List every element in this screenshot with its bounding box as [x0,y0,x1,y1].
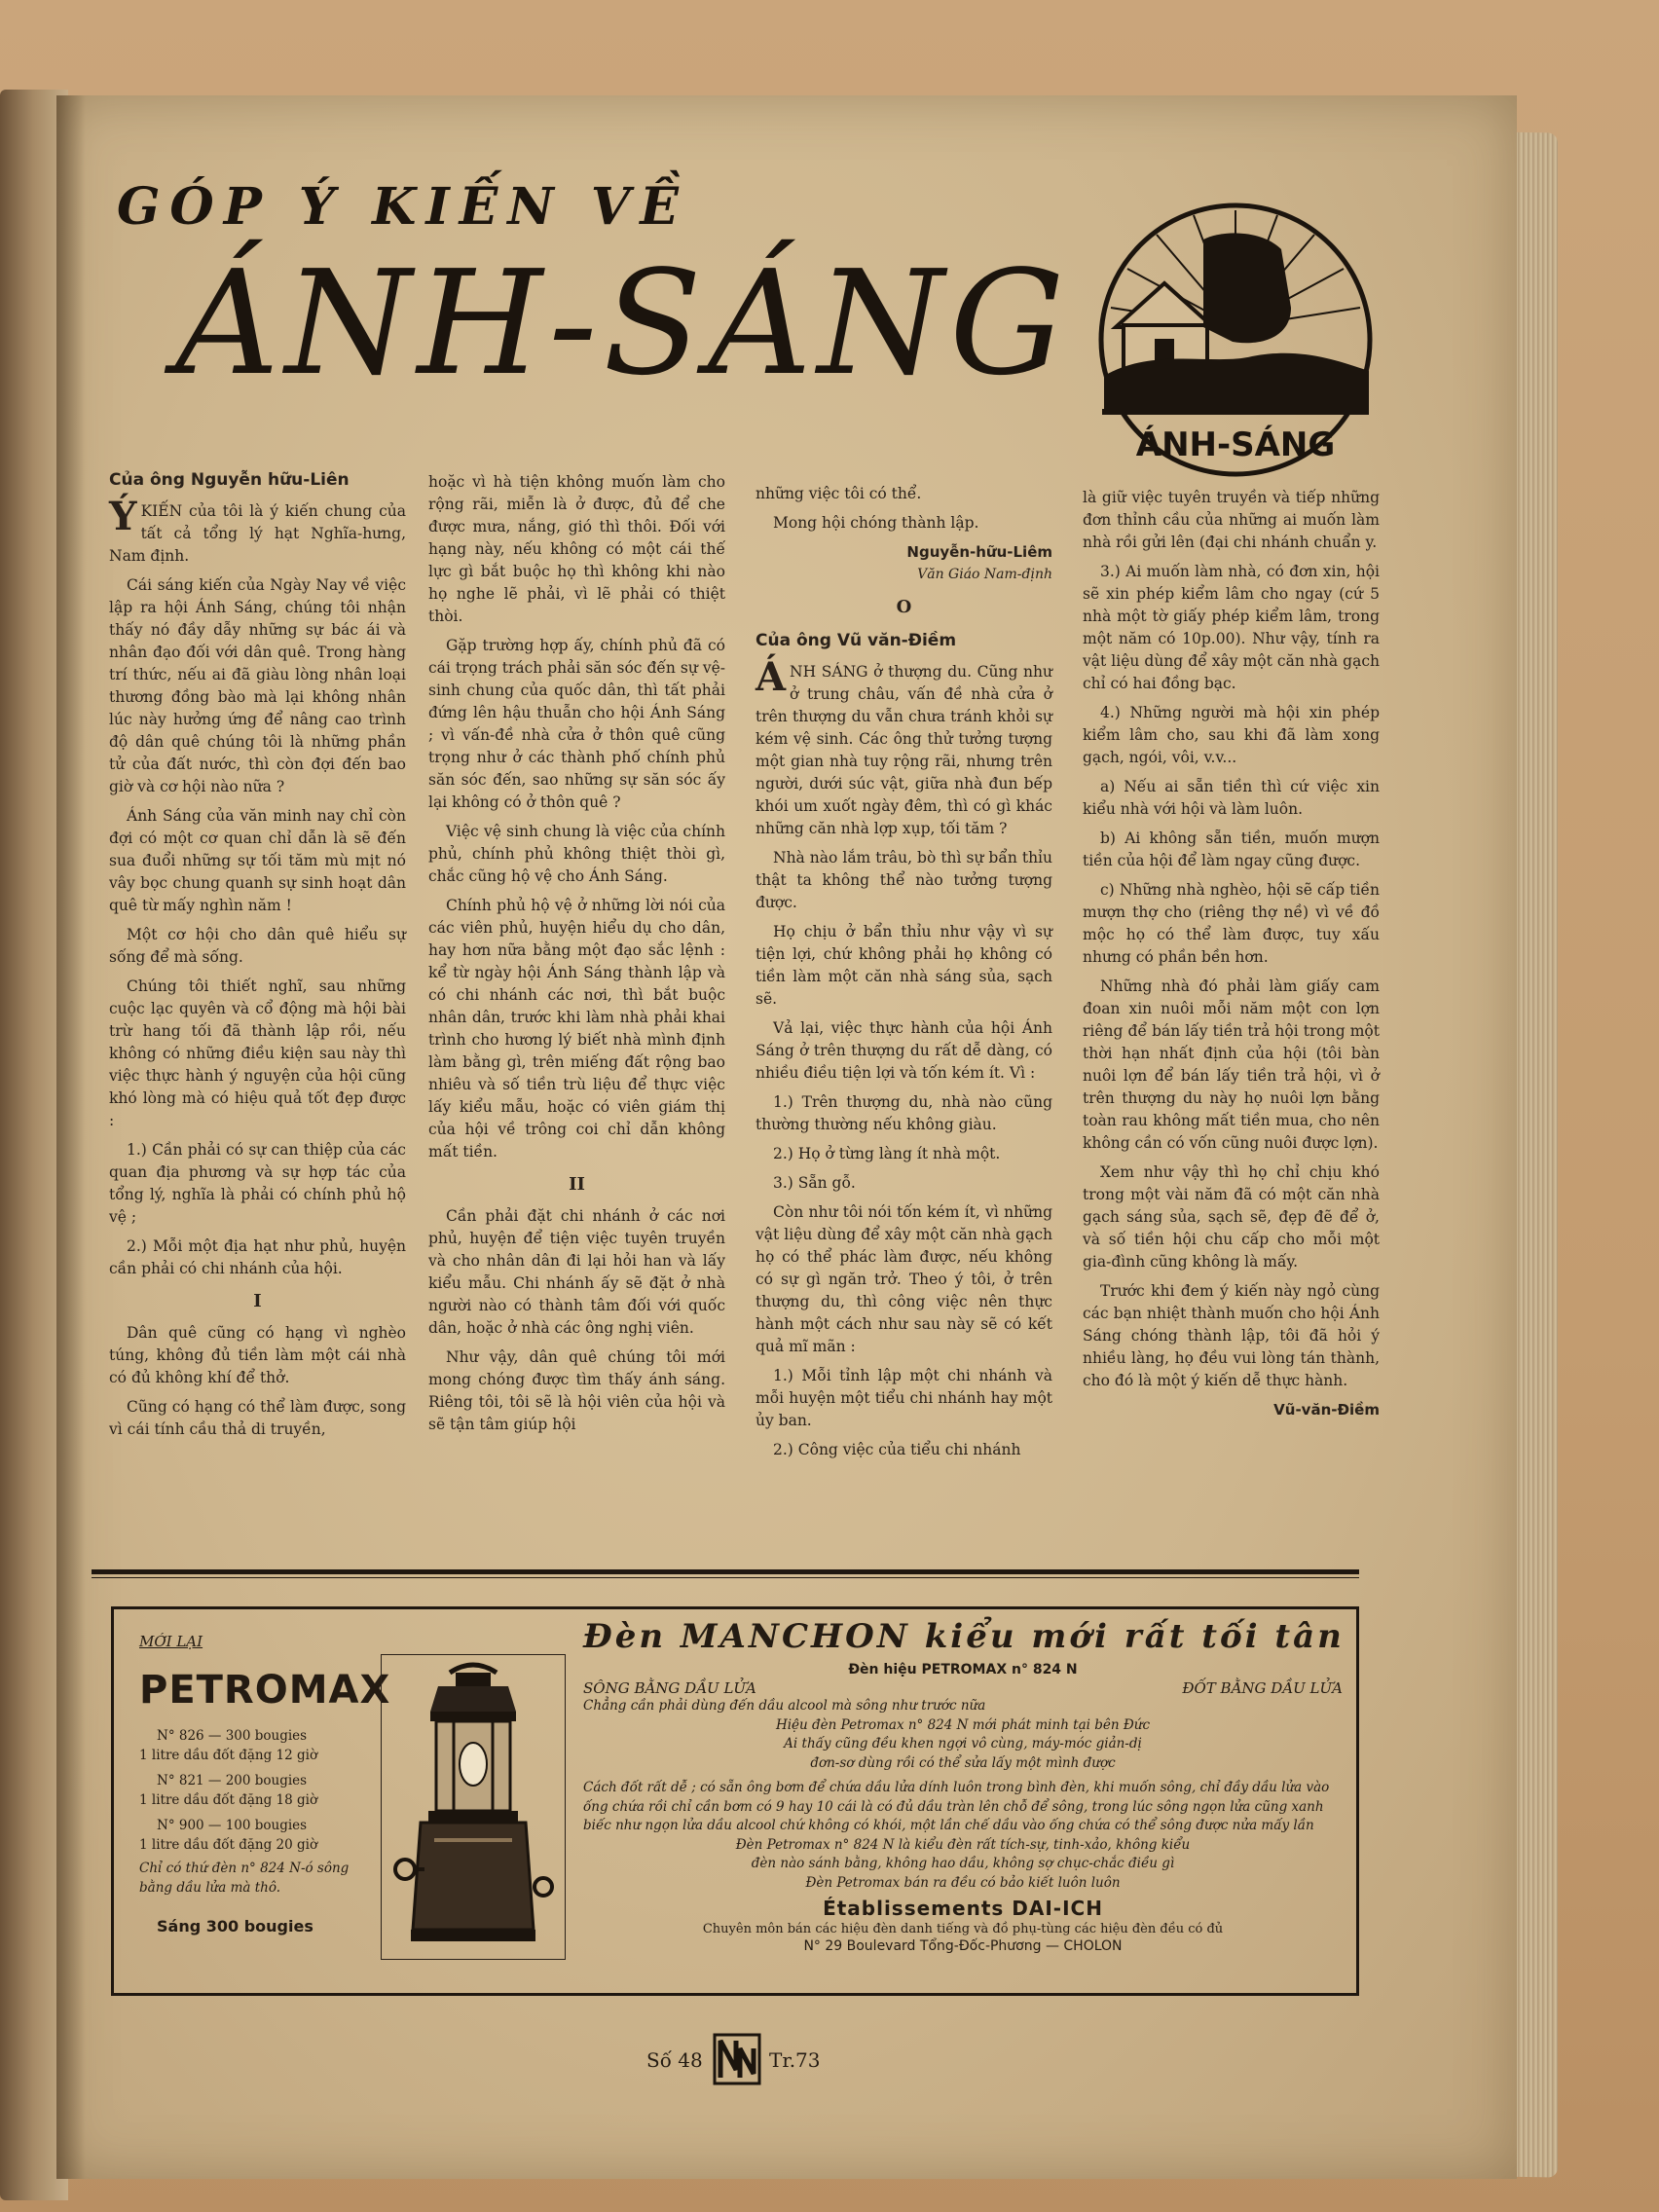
ad-spec-line: 1 litre dầu đốt đặng 12 giờ [139,1748,318,1763]
page-number: Tr.73 [769,2048,821,2072]
divider-rule-thin [92,1577,1359,1578]
ad-right-tag: ĐỐT BẰNG DẦU LỬA [1182,1679,1343,1697]
ad-copy-line: đèn nào sánh bằng, không hao dầu, không sợ chục-chắc điều gì [751,1856,1175,1871]
lamp-illustration-frame [381,1654,566,1960]
ad-left-panel [139,1633,391,1936]
paragraph: 1.) Mỗi tỉnh lập một chi nhánh và mỗi huyện một tiểu chi nhánh hay một ủy ban. [756,1367,1052,1429]
issue-number: Số 48 [646,2048,703,2072]
ad-spec-line: 1 litre dầu đốt đặng 18 giờ [139,1792,318,1808]
paragraph: Một cơ hội cho dân quê hiểu sự sống để mà sống. [109,926,406,966]
ad-copy-paragraph: Cách đốt rất dễ ; có sẵn ông bơm để chứa dầu lửa dính luôn trong bình đèn, khi muốn sông, chỉ đầy dầu lửa vào ống chứa rồi chỉ cần bơm có 9 hay 10 cái là có đủ dầu tràn lên chỗ để sông, trong lúc sông ngọn lửa cũng xanh biếc như ngọn lửa dầu alcool chứ không có khói, một lần chế dầu vào ống chứa có thể sông được nửa mấy lần [583,1780,1330,1833]
ad-left-tag: SÔNG BẰNG DẦU LỬA [583,1679,756,1697]
ad-spec-list [139,1726,373,1936]
paragraph: 2.) Họ ở từng làng ít nhà một. [773,1145,1001,1162]
ad-spec-line: N° 826 — 300 bougies [157,1728,308,1744]
paragraph: Dân quê cũng có hạng vì nghèo túng, không đủ tiền làm một cái nhà có đủ không khí để thở. [109,1324,406,1386]
paragraph: Việc vệ sinh chung là việc của chính phủ, chính phủ không thiệt thòi gì, chắc cũng hộ vệ cho Ánh Sáng. [428,823,725,885]
paragraph: Còn như tôi nói tốn kém ít, vì những vật liệu dùng để xây một căn nhà gạch họ có thể phác làm được, nếu không có sự gì ngăn trở. Theo ý tôi, ở trên thượng du, thì công việc nên thực hành một cách như sau này sẽ có kết quả mĩ mãn : [756,1203,1052,1355]
paragraph [756,654,1052,840]
page-gutter-shadow [56,95,86,2179]
ad-establishment: Établissements DAI-ICH [823,1897,1103,1920]
section-heading: I [253,1291,262,1311]
paragraph: Cái sáng kiến của Ngày Nay về việc lập ra hội Ánh Sáng, chúng tôi nhận thấy nó đầy dẫy những sự bác ái và nhân đạo đối với dân quê. Trong hàng trí thức, nếu ai đã giàu lòng nhân loại thương đồng bào mà lại không nhân lúc này hưởng ứng để nâng cao trình độ dân quê chúng tôi là những phần tử của đất nước, thì còn đợi đến bao giờ và cơ hội nào nữa ? [109,576,406,795]
article-column-1 [109,467,406,1448]
paragraph: 2.) Công việc của tiểu chi nhánh [773,1441,1021,1458]
headline-kicker: GÓP Ý KIẾN VỀ [117,177,688,237]
ad-copy-line: Đèn Petromax bán ra đều có bảo kiết luôn luôn [805,1874,1121,1891]
ngay-nay-logo-icon [711,2031,763,2087]
ad-specialty-line: Chuyên môn bán các hiệu đèn danh tiếng và đồ phụ-tùng các hiệu đèn đều có đủ [702,1922,1224,1936]
section-separator: O [896,597,912,617]
ad-spec-bottom: Sáng 300 bougies [157,1917,313,1936]
paragraph: Trước khi đem ý kiến này ngỏ cùng các bạn nhiệt thành muốn cho hội Ánh Sáng chóng thành lập, tôi đã hỏi ý nhiều làng, họ đều vui lòng tán thành, cho đó là một ý kiến dễ thực hành. [1083,1282,1380,1389]
paragraph: Như vậy, dân quê chúng tôi mới mong chóng được tìm thấy ánh sáng. Riêng tôi, tôi sẽ là hội viên của hội và sẽ tận tâm giúp hội [428,1348,725,1433]
byline-vu-van-diem: Của ông Vũ văn-Điềm [756,631,957,650]
paragraph: Mong hội chóng thành lập. [773,514,979,532]
paragraph: Cũng có hạng có thể làm được, song vì cái tính cầu thả di truyền, [109,1398,406,1438]
paragraph: Chính phủ hộ vệ ở những lời nói của các viên phủ, huyện hiểu dụ cho dân, hay hơn nữa bằng một đạo sắc lệnh : kể từ ngày hội Ánh Sáng thành lập và có chi nhánh các nơi, thì bắt buộc nhân dân, trước khi làm nhà phải khai trình cho hương lý biết nhà mình định làm bằng gì, trên miếng đất rộng bao nhiêu và số tiền trù liệu để thực việc lấy kiểu mẫu, hoặc có viên giám thị của hội về trông coi chỉ dẫn không mất tiền. [428,897,725,1161]
ad-copy-line: đơn-sơ dùng rồi có thể sửa lấy một mình được [810,1754,1116,1771]
section-heading: II [569,1174,585,1195]
ad-copy-line: Chẳng cần phải dùng đến dầu alcool mà sông như trước nữa [583,1698,986,1714]
ad-spec-note: Chỉ có thứ đèn n° 824 N-ó sông bằng dầu lửa mà thô. [139,1861,350,1896]
paragraph: b) Ai không sẵn tiền, muốn mượn tiền của hội để làm ngay cũng được. [1083,830,1380,869]
anh-sang-emblem [1096,201,1375,479]
paragraph: Những nhà đó phải làm giấy cam đoan xin nuôi mỗi năm một con lợn riêng để bán lấy tiền trả hội trong một thời hạn nhất định của hội (tôi bàn nuôi lợn để bán lấy tiền trả hội, vì ở trên thượng du này họ nuôi lợn bằng toàn rau không mất tiền mua, cho nên không cần có vốn cũng nuôi được lợn). [1083,977,1380,1152]
ad-right-panel [583,1617,1343,1954]
paragraph: là giữ việc tuyên truyền và tiếp những đơn thỉnh cầu của những ai muốn làm nhà rồi gửi lên (đại chi nhánh chuẩn y. [1083,489,1380,551]
article-column-3 [756,483,1052,1468]
ad-copy-line: Đèn Petromax n° 824 N là kiểu đèn rất tích-sự, tinh-xảo, không kiểu [735,1836,1191,1853]
ad-spec-line: 1 litre dầu đốt đặng 20 giờ [139,1837,318,1853]
paragraph-text: KIẾN của tôi là ý kiến chung của tất cả tổng lý hạt Nghĩa-hưng, Nam định. [109,502,406,565]
ad-copy-line: Hiệu đèn Petromax n° 824 N mới phát minh tại bên Đức [775,1716,1151,1733]
paragraph: 2.) Mỗi một địa hạt như phủ, huyện cần phải có chi nhánh của hội. [109,1237,406,1277]
ad-spec-line: N° 821 — 200 bougies [157,1773,308,1788]
headline-title: ÁNH-SÁNG [175,240,1071,407]
paragraph: 3.) Ai muốn làm nhà, có đơn xin, hội sẽ xin phép kiểm lâm cho ngay (cứ 5 nhà một tờ giấy phép kiểm lâm, trong một năm có 10p.00). Như vậy, tính ra vật liệu dùng để xây một căn nhà gạch chỉ có hai đồng bạc. [1083,563,1380,692]
ad-address: N° 29 Boulevard Tổng-Đốc-Phương — CHOLON [803,1938,1123,1954]
ad-tag-row [583,1679,1343,1697]
paragraph: 3.) Sẵn gỗ. [773,1174,856,1192]
paragraph: Gặp trường hợp ấy, chính phủ đã có cái trọng trách phải săn sóc đến sự vệ-sinh chung của quốc dân, thì tất phải đứng lên hậu thuẫn cho hội Ánh Sáng ; vì vấn-đề nhà cửa ở thôn quê cũng trọng như ở các thành phố chính phủ săn sóc đến, sao những sự săn sóc ấy lại không có ở thôn quê ? [428,637,725,811]
drop-cap: Ý [109,494,137,539]
paragraph [109,494,406,568]
ad-copy-line: Ai thấy cũng đều khen ngợi vô cùng, máy-móc giản-dị [784,1736,1142,1751]
paragraph: Chúng tôi thiết nghĩ, sau những cuộc lạc quyên và cổ động mà hội bài trừ hang tối đã thành lập rồi, nếu không có những điều kiện sau này thì việc thực hành ý nguyện của hội cũng khó lòng mà có hiệu quả tốt đẹp được : [109,977,406,1129]
article-column-4 [1083,487,1380,1421]
signature-location: Văn Giáo Nam-định [917,567,1052,582]
paragraph: Họ chịu ở bẩn thỉu như vậy vì sự tiện lợi, chứ không phải họ không có tiền làm một căn nhà sáng sủa, sạch sẽ. [756,923,1052,1008]
lantern-illustration [382,1655,565,1959]
drop-cap: Á [756,654,787,700]
byline-nguyen-huu-lien: Của ông Nguyễn hữu-Liên [109,470,350,490]
paragraph: Vả lại, việc thực hành của hội Ánh Sáng ở trên thượng du rất dễ dàng, có nhiều điều tiện lợi và tốn kém ít. Vì : [756,1019,1052,1082]
ad-spec-line: N° 900 — 100 bougies [157,1818,308,1833]
paragraph: a) Nếu ai sẵn tiền thì cứ việc xin kiểu nhà với hội và làm luôn. [1083,778,1380,818]
ad-brand: PETROMAX [139,1668,391,1713]
signature-vu-van-diem: Vũ-văn-Điềm [1273,1401,1380,1419]
article-column-2 [428,471,725,1443]
signature-nguyen-huu-liem: Nguyễn-hữu-Liêm [906,543,1052,561]
paragraph: 4.) Những người mà hội xin phép kiểm lâm cho, sau khi đã làm xong gạch, ngói, vôi, v.v... [1083,704,1380,766]
paragraph: Cần phải đặt chi nhánh ở các nơi phủ, huyện để tiện việc tuyên truyền và cho nhân dân đi lại hỏi han và lấy kiểu mẫu. Chi nhánh ấy sẽ đặt ở nhà người nào có thành tâm đối với quốc dân, hoặc ở nhà các ông nghị viên. [428,1207,725,1337]
paragraph: Nhà nào lắm trâu, bò thì sự bẩn thỉu thật ta không thể nào tưởng tượng được. [756,849,1052,911]
ad-title: Đèn MANCHON kiểu mới rất tối tân [583,1617,1345,1656]
emblem-label: ÁNH-SÁNG [1135,425,1336,464]
paragraph: Ánh Sáng của văn minh nay chỉ còn đợi có một cơ quan chỉ dẫn là sẽ đến sua đuổi những sự tối tăm mù mịt nó vây bọc chung quanh sự sinh hoạt dân quê từ mấy nghìn năm ! [109,807,406,914]
paragraph-text: NH SÁNG ở thượng du. Cũng như ở trung châu, vấn đề nhà cửa ở trên thượng du vẫn chưa tránh khỏi sự kém vệ sinh. Các ông thử tưởng tượng một gian nhà tuy rộng rãi, nhưng trên người, dưới súc vật, giữa nhà đun bếp khói um xuốt ngày đêm, thì có gì khác những căn nhà lợp xụp, tối tăm ? [756,663,1052,837]
page-footer [643,2031,935,2089]
paragraph: 1.) Trên thượng du, nhà nào cũng thường thường nếu không giàu. [756,1093,1052,1133]
ad-subtitle: Đèn hiệu PETROMAX n° 824 N [848,1662,1078,1677]
paragraph: 1.) Cần phải có sự can thiệp của các quan địa phương và sự hợp tác của tổng lý, nghĩa là phải có chính phủ hộ vệ ; [109,1141,406,1226]
ad-moi-lai: MỚI LẠI [139,1633,203,1650]
divider-rule [92,1569,1359,1574]
paragraph: c) Những nhà nghèo, hội sẽ cấp tiền mượn thợ cho (riêng thợ nề) vì về đồ mộc họ có thể làm được, tuy xấu nhưng có phần bền hơn. [1083,881,1380,966]
paragraph: Xem như vậy thì họ chỉ chịu khó trong một vài năm đã có một căn nhà gạch sáng sủa, sạch sẽ, đẹp đẽ để ở, và số tiền hội chu cấp cho mỗi một gia-đình cũng không là mấy. [1083,1163,1380,1271]
petromax-advertisement [111,1606,1359,1996]
paragraph: những việc tôi có thể. [756,485,922,502]
paragraph: hoặc vì hà tiện không muốn làm cho rộng rãi, miễn là ở được, đủ để che được mưa, nắng, gió thì thôi. Đối với hạng này, nếu không có một cái thế lực gì bắt buộc họ thì không khi nào họ nghe lẽ phải, vì lẽ phải có thiệt thòi. [428,473,725,625]
